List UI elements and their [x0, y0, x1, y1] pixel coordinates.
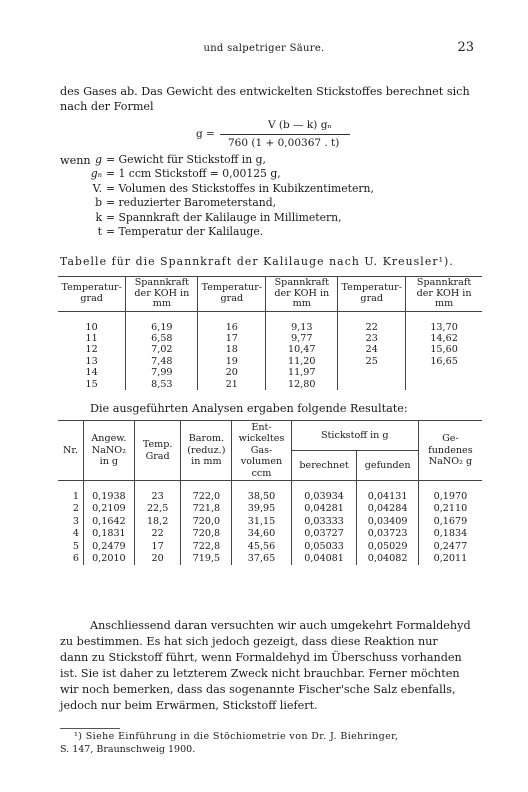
cell: 45,56	[232, 541, 291, 553]
cell: 5	[72, 540, 79, 552]
cell: 0,04284	[357, 503, 418, 515]
definition-text: = Volumen des Stickstoffes in Kubikzentimetern,	[106, 181, 374, 195]
cell: 0,1970	[418, 481, 482, 504]
cell: 7,02	[126, 344, 198, 355]
cell: 14	[85, 367, 98, 379]
cell: 720,8	[181, 528, 232, 540]
col-header-volumen: Ent-wickeltes Gas-volumen ccm	[232, 421, 291, 481]
formula-numerator: V (b — k) gₙ	[268, 119, 332, 131]
cell: 0,2109	[83, 503, 134, 515]
cell: 20	[198, 367, 266, 378]
cell: 10,47	[266, 344, 338, 355]
definition-row	[72, 153, 374, 167]
cell: 0,03727	[291, 528, 357, 540]
cell: 0,03934	[291, 481, 357, 504]
cell: 12,80	[266, 379, 338, 390]
definitions-lead-word: wenn	[60, 154, 91, 167]
cell: 6,58	[126, 333, 198, 344]
cell: 19	[198, 356, 266, 367]
cell: 11,97	[266, 367, 338, 378]
cell: 37,65	[232, 553, 291, 565]
table-row	[58, 333, 482, 344]
cell	[406, 379, 482, 390]
table-row	[58, 481, 482, 504]
cell: 0,1938	[83, 481, 134, 504]
definition-row	[72, 225, 374, 239]
definitions-list	[72, 153, 374, 239]
paragraph-line: Anschliessend daran versuchten wir auch umgekehrt Formaldehyd	[90, 619, 471, 632]
paragraph-line: jedoch nur beim Erwärmen, Stickstoff liefert.	[60, 699, 318, 712]
table-row	[58, 541, 482, 553]
cell: 719,5	[181, 553, 232, 565]
cell: 7,48	[126, 356, 198, 367]
cell: 9,77	[266, 333, 338, 344]
cell: 0,04281	[291, 503, 357, 515]
table-row	[58, 379, 482, 390]
cell: 720,0	[181, 516, 232, 528]
paragraph-line: wir noch bemerken, dass das sogenannte Fischer'sche Salz ebenfalls,	[60, 683, 456, 696]
cell: 13,70	[406, 311, 482, 333]
col-header: Temperatur-grad	[338, 277, 406, 312]
intro-line-2: nach der Formel	[60, 100, 154, 113]
col-header-stickstoff: Stickstoff in g	[291, 421, 418, 451]
table-row	[58, 367, 482, 378]
cell: 17	[198, 333, 266, 344]
col-header: Spannkraft der KOH in mm	[406, 277, 482, 312]
cell: 18	[198, 344, 266, 355]
cell: 0,2110	[418, 503, 482, 515]
cell: 11	[85, 332, 98, 344]
definition-text: = Gewicht für Stickstoff in g,	[106, 153, 266, 166]
table-row	[58, 344, 482, 355]
cell: 0,04082	[357, 553, 418, 565]
cell: 6	[72, 553, 79, 565]
definition-text: = Spannkraft der Kalilauge in Millimetern,	[106, 210, 342, 224]
col-header-angew: Angew. NaNO₂ in g	[83, 421, 134, 481]
cell: 0,05033	[291, 541, 357, 553]
cell: 0,1834	[418, 528, 482, 540]
cell: 16,65	[406, 356, 482, 367]
cell: 722,0	[181, 481, 232, 504]
page-number: 23	[457, 40, 474, 55]
symbol: V.	[92, 181, 102, 195]
cell: 24	[338, 344, 406, 355]
cell: 0,1831	[83, 528, 134, 540]
table-row	[58, 503, 482, 515]
cell: 0,05029	[357, 541, 418, 553]
paragraph-line: dann zu Stickstoff führt, wenn Formaldehyd im Überschuss vorhanden	[60, 651, 462, 664]
cell: 11,20	[266, 356, 338, 367]
cell: 8,53	[126, 379, 198, 390]
cell: 38,50	[232, 481, 291, 504]
definition-row	[72, 196, 374, 210]
cell: 23	[134, 481, 181, 504]
cell: 6,19	[126, 311, 198, 333]
formula-denominator: 760 (1 + 0,00367 . t)	[228, 137, 340, 149]
cell: 21	[198, 379, 266, 390]
cell: 722,8	[181, 541, 232, 553]
definition-text: = Temperatur der Kalilauge.	[106, 224, 264, 238]
definition-row	[72, 167, 374, 181]
table-row	[58, 311, 482, 333]
cell: 17	[134, 541, 181, 553]
cell	[338, 379, 406, 390]
analysis-intro: Die ausgeführten Analysen ergaben folgende Resultate:	[90, 402, 408, 415]
cell: 721,8	[181, 503, 232, 515]
table-row	[58, 516, 482, 528]
cell: 22	[134, 528, 181, 540]
cell: 34,60	[232, 528, 291, 540]
cell: 15,60	[406, 344, 482, 355]
paragraph-line: zu bestimmen. Es hat sich jedoch gezeigt, dass diese Reaktion nur	[60, 635, 438, 648]
symbol: t	[97, 224, 102, 238]
table-row	[58, 553, 482, 565]
table1-header-row	[58, 277, 482, 312]
cell: 0,1642	[83, 516, 134, 528]
col-header-gefunden: gefunden	[357, 451, 418, 481]
cell: 0,2010	[83, 553, 134, 565]
cell: 22,5	[134, 503, 181, 515]
col-header-berechnet: berechnet	[291, 451, 357, 481]
cell: 4	[72, 528, 79, 540]
cell: 3	[72, 515, 79, 527]
vapor-pressure-table	[58, 276, 482, 390]
symbol: k	[95, 210, 102, 224]
cell: 0,2477	[418, 541, 482, 553]
cell: 22	[338, 311, 406, 333]
definition-text: = 1 ccm Stickstoff = 0,00125 g,	[106, 167, 281, 181]
cell: 12	[85, 344, 98, 356]
footnote-rule	[60, 728, 120, 729]
table1-caption: Tabelle für die Spannkraft der Kalilauge nach U. Kreusler¹).	[60, 255, 454, 268]
col-header-barom: Barom. (reduz.) in mm	[181, 421, 232, 481]
cell: 1	[72, 491, 79, 503]
cell: 14,62	[406, 333, 482, 344]
col-header: Spannkraft der KOH in mm	[126, 277, 198, 312]
cell: 15	[85, 378, 98, 390]
definition-text: = reduzierter Barometerstand,	[106, 196, 277, 210]
definition-row	[72, 211, 374, 225]
results-table	[58, 420, 482, 565]
cell: 10	[85, 321, 98, 333]
running-title: und salpetriger Säure.	[203, 43, 325, 54]
col-header: Temperatur-grad	[61, 282, 122, 304]
col-header: Temperatur-grad	[198, 277, 266, 312]
fraction-bar	[220, 134, 350, 135]
col-header-temp: Temp. Grad	[134, 421, 181, 481]
footnote	[60, 731, 480, 756]
cell: 23	[338, 333, 406, 344]
cell: 13	[85, 355, 98, 367]
formula-lhs: g =	[196, 128, 215, 140]
col-header-gefundenes: Ge-fundenes NaNO₂ g	[418, 421, 482, 481]
cell: 31,15	[232, 516, 291, 528]
symbol: g	[95, 153, 102, 166]
cell: 0,1679	[418, 516, 482, 528]
table-row	[58, 528, 482, 540]
cell: 39,95	[232, 503, 291, 515]
cell: 25	[338, 356, 406, 367]
col-header: Spannkraft der KOH in mm	[266, 277, 338, 312]
cell: 16	[198, 311, 266, 333]
cell: 2	[72, 503, 79, 515]
footnote-line: ¹) Siehe Einführung in die Stöchiometrie von Dr. J. Biehringer,	[74, 731, 399, 742]
symbol: b	[95, 196, 102, 210]
col-header-nr: Nr.	[62, 444, 78, 456]
cell: 0,04081	[291, 553, 357, 565]
intro-line-1: des Gases ab. Das Gewicht des entwickelten Stickstoffes berechnet sich	[60, 85, 470, 98]
cell: 0,2479	[83, 541, 134, 553]
cell: 9,13	[266, 311, 338, 333]
cell: 0,03333	[291, 516, 357, 528]
cell: 20	[134, 553, 181, 565]
table-row	[58, 356, 482, 367]
cell: 0,03409	[357, 516, 418, 528]
definition-row	[72, 182, 374, 196]
table2-header-row	[58, 421, 482, 451]
cell	[338, 367, 406, 378]
cell: 0,2011	[418, 553, 482, 565]
cell: 0,04131	[357, 481, 418, 504]
cell	[406, 367, 482, 378]
footnote-line: S. 147, Braunschweig 1900.	[60, 743, 196, 755]
cell: 0,03723	[357, 528, 418, 540]
running-header	[54, 40, 474, 58]
symbol: gₙ	[90, 167, 102, 181]
cell: 18,2	[134, 516, 181, 528]
cell: 7,99	[126, 367, 198, 378]
paragraph-line: ist. Sie ist daher zu letzterem Zweck nicht brauchbar. Ferner möchten	[60, 667, 460, 680]
